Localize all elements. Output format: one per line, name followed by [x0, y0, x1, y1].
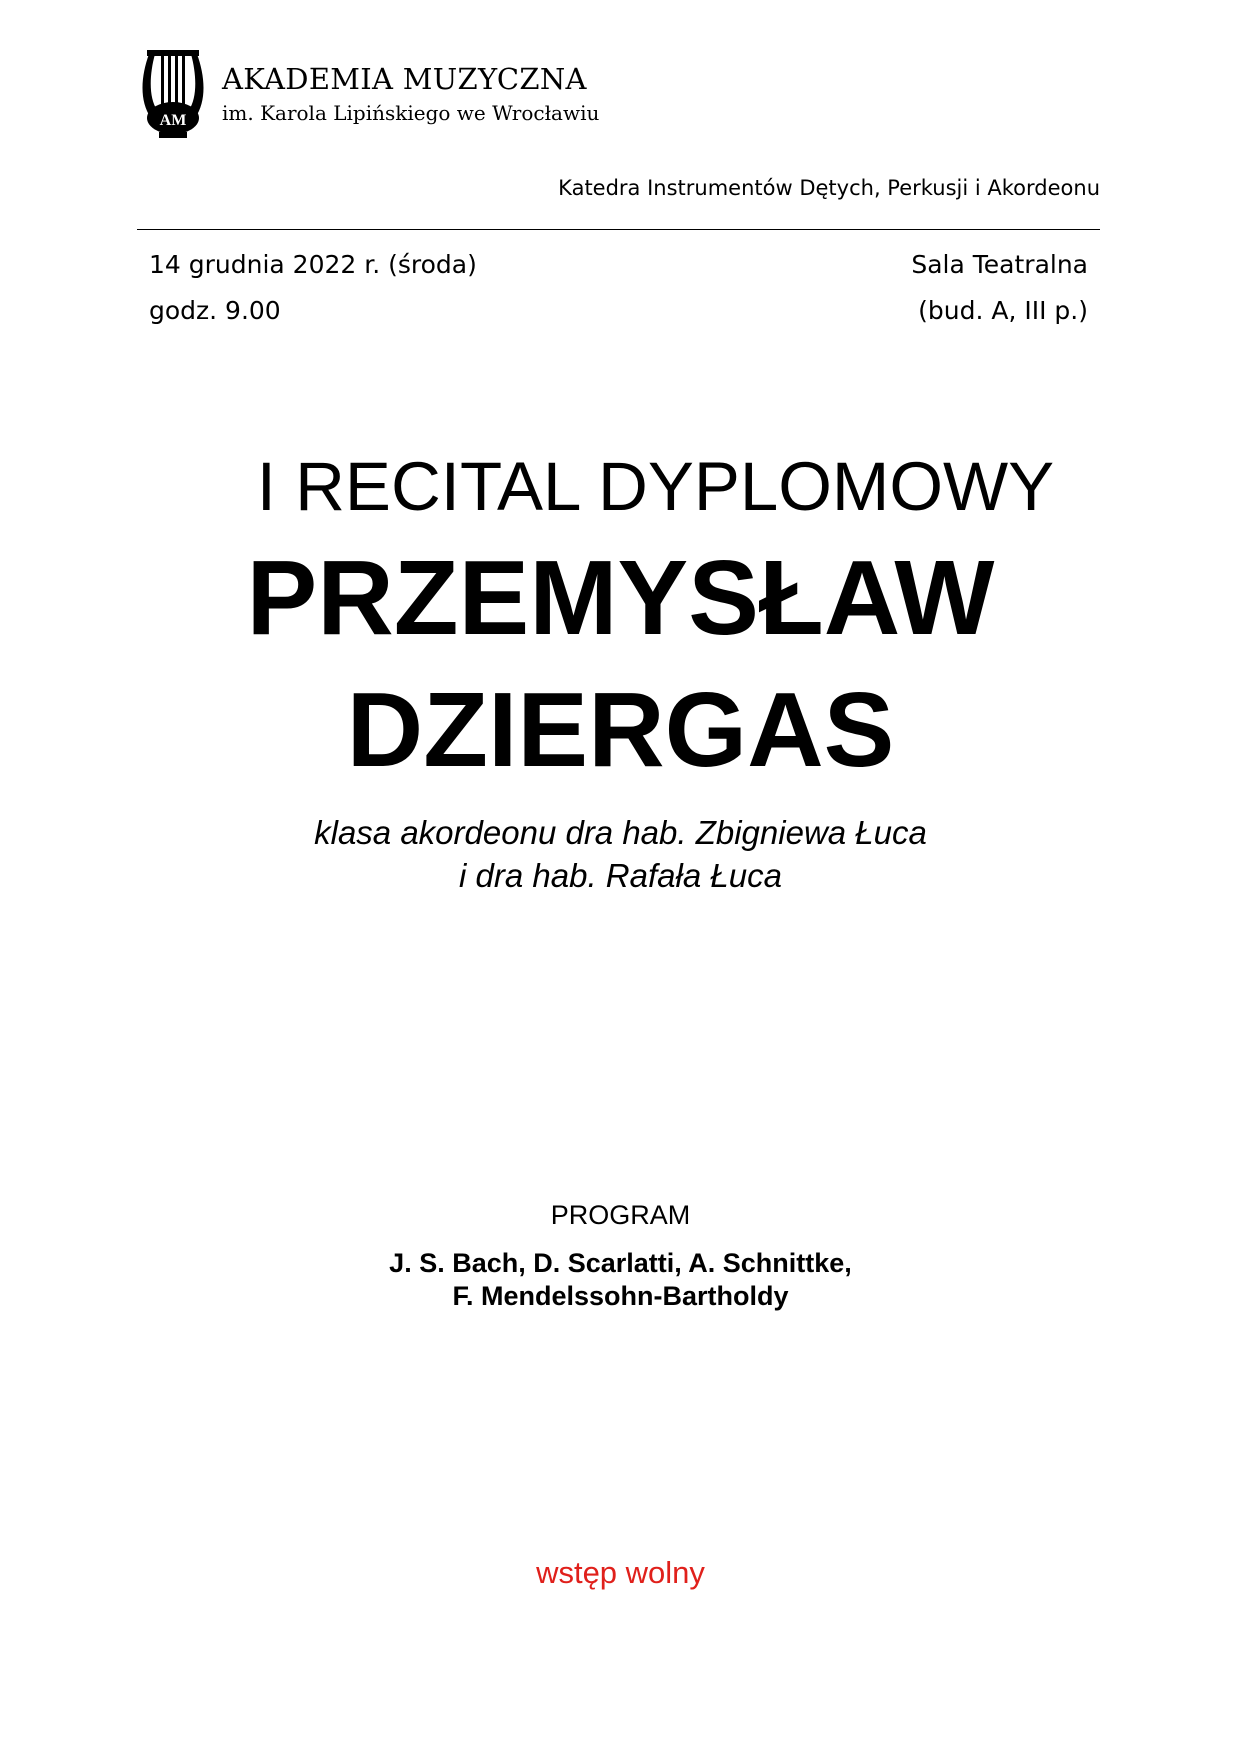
event-time: godz. 9.00 — [149, 296, 281, 325]
department-name: Katedra Instrumentów Dętych, Perkusji i Akordeonu — [558, 176, 1100, 200]
event-date: 14 grudnia 2022 r. (środa) — [149, 250, 477, 279]
recital-title: I RECITAL DYPLOMOWY — [256, 448, 1055, 525]
composers-line-2: F. Mendelssohn-Bartholdy — [452, 1281, 789, 1311]
performer-last-name: DZIERGAS — [346, 671, 895, 789]
event-venue: Sala Teatralna — [911, 250, 1088, 279]
performer-first-name: PRZEMYSŁAW — [246, 539, 995, 657]
composers-line-1: J. S. Bach, D. Scarlatti, A. Schnittke, — [389, 1248, 852, 1278]
class-line-1: klasa akordeonu dra hab. Zbigniewa Łuca — [314, 814, 927, 851]
svg-text:AM: AM — [159, 112, 187, 129]
event-venue-detail: (bud. A, III p.) — [918, 296, 1088, 325]
organization-subtitle: im. Karola Lipińskiego we Wrocławiu — [222, 101, 600, 125]
admission-note: wstęp wolny — [536, 1555, 705, 1590]
organization-name: AKADEMIA MUZYCZNA — [222, 62, 587, 96]
class-line-2: i dra hab. Rafała Łuca — [459, 857, 782, 894]
lyre-logo-icon — [139, 46, 207, 140]
header-divider — [137, 229, 1100, 230]
program-heading: PROGRAM — [550, 1200, 691, 1230]
